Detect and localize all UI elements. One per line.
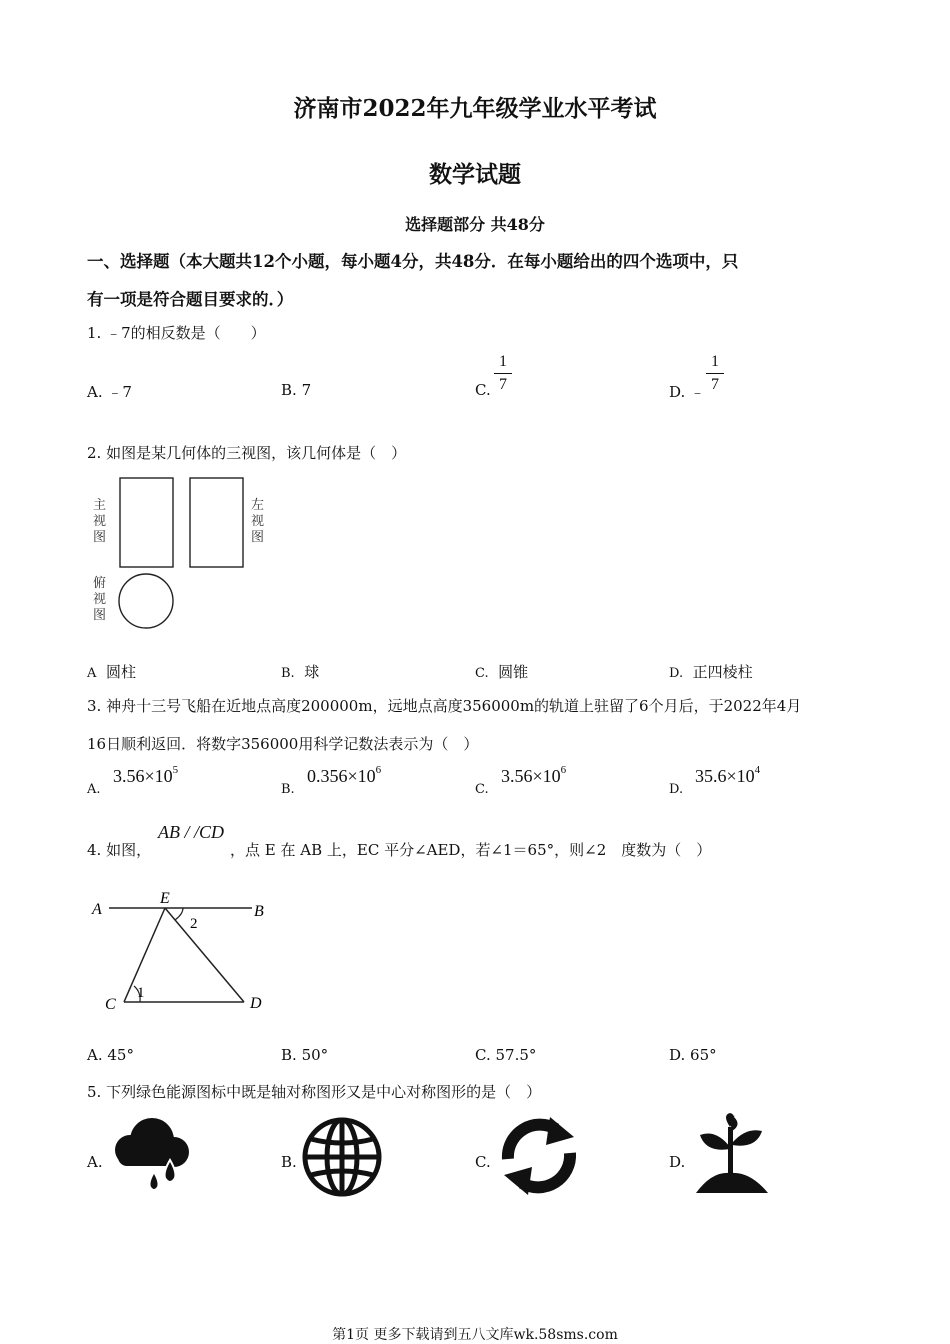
q5-stem: 5. 下列绿色能源图标中既是轴对称图形又是中心对称图形的是（ ） (87, 1083, 542, 1101)
q3-option-d-label: D. (669, 782, 684, 797)
side-view-rect (190, 478, 243, 567)
subject-title: 数学试题 (429, 161, 521, 188)
q3-stem-line1: 3. 神舟十三号飞船在近地点高度200000m，远地点高度356000m的轨道上驻留了6个月后，于2022年4月 (87, 697, 802, 715)
segment-ed (165, 908, 244, 1002)
front-view-label: 主视图 (93, 498, 107, 545)
label-b: B (254, 903, 264, 920)
q4-triangle-figure (87, 880, 287, 1020)
label-a: A (92, 901, 102, 918)
q3-option-a-label: A. (87, 782, 101, 797)
label-angle-2: 2 (190, 916, 198, 932)
globe-icon (302, 1117, 382, 1197)
sprout-icon (692, 1113, 772, 1197)
q1-option-d-fraction: 1 7 (706, 352, 724, 395)
three-view-figure (87, 470, 287, 640)
q4-stem-rest: ，点 E 在 AB 上，EC 平分∠AED，若∠1＝65°，则∠2 度数为（ ） (230, 841, 712, 859)
q4-stem-prefix: 4. 如图， (87, 841, 152, 859)
q5-option-a-label: A. (87, 1153, 103, 1171)
recycle-arrows-icon (494, 1115, 584, 1197)
section-heading-line2: 有一项是符合题目要求的．） (87, 290, 294, 309)
q2-stem: 2. 如图是某几何体的三视图，该几何体是（ ） (87, 444, 407, 462)
q1-option-c-label: C. (475, 381, 491, 399)
angle-2-arc (175, 908, 183, 920)
q4-option-a: A. 45° (87, 1046, 134, 1064)
cloud-rain-icon (108, 1116, 192, 1192)
q1-option-a: A. ﹣7 (87, 383, 132, 401)
q1-stem: 1. ﹣7的相反数是（ ） (87, 324, 266, 342)
q4-option-d: D. 65° (669, 1046, 717, 1064)
q3-option-c-value: $3.56\times 10^6$ (501, 764, 567, 786)
q3-option-b-value: $0.356\times 10^6$ (307, 764, 382, 786)
segment-ec (124, 908, 165, 1002)
q5-option-c-label: C. (475, 1153, 491, 1171)
q1-option-d-label: D. ﹣ (669, 383, 706, 401)
q3-option-a-value: $3.56\times 10^5$ (113, 764, 179, 786)
page-footer: 第1页 更多下载请到五八文库wk.58sms.com (332, 1327, 618, 1343)
label-angle-1: 1 (137, 985, 145, 1001)
label-e: E (160, 890, 170, 907)
q3-stem-line2: 16日顺利返回．将数字356000用科学记数法表示为（ ） (87, 735, 479, 753)
q2-option-c: C. 圆锥 (475, 663, 529, 681)
top-view-label: 俯视图 (93, 576, 107, 623)
exam-title: 济南市2022年九年级学业水平考试 (293, 95, 657, 122)
q2-option-a: A 圆柱 (87, 663, 136, 681)
top-view-circle (119, 574, 173, 628)
q1-option-b: B. 7 (281, 381, 312, 399)
section-heading-line1: 一、选择题（本大题共12个小题，每小题4分，共48分．在每小题给出的四个选项中，只 (87, 252, 739, 271)
q3-option-c-label: C. (475, 782, 489, 797)
q3-option-d-value: $35.6\times 10^4$ (695, 764, 761, 786)
label-c: C (105, 996, 116, 1013)
part-heading: 选择题部分 共48分 (405, 215, 545, 234)
q4-option-b: B. 50° (281, 1046, 329, 1064)
q4-option-c: C. 57.5° (475, 1046, 537, 1064)
q2-option-d: D. 正四棱柱 (669, 663, 753, 681)
q4-parallel-expression: AB / /CD (158, 822, 224, 842)
side-view-label: 左视图 (251, 498, 265, 545)
q5-option-b-label: B. (281, 1153, 297, 1171)
q2-option-b: B. 球 (281, 663, 320, 681)
label-d: D (250, 995, 262, 1012)
q5-option-d-label: D. (669, 1153, 686, 1171)
front-view-rect (120, 478, 173, 567)
q3-option-b-label: B. (281, 782, 295, 797)
q1-option-c-fraction: 1 7 (494, 352, 512, 395)
